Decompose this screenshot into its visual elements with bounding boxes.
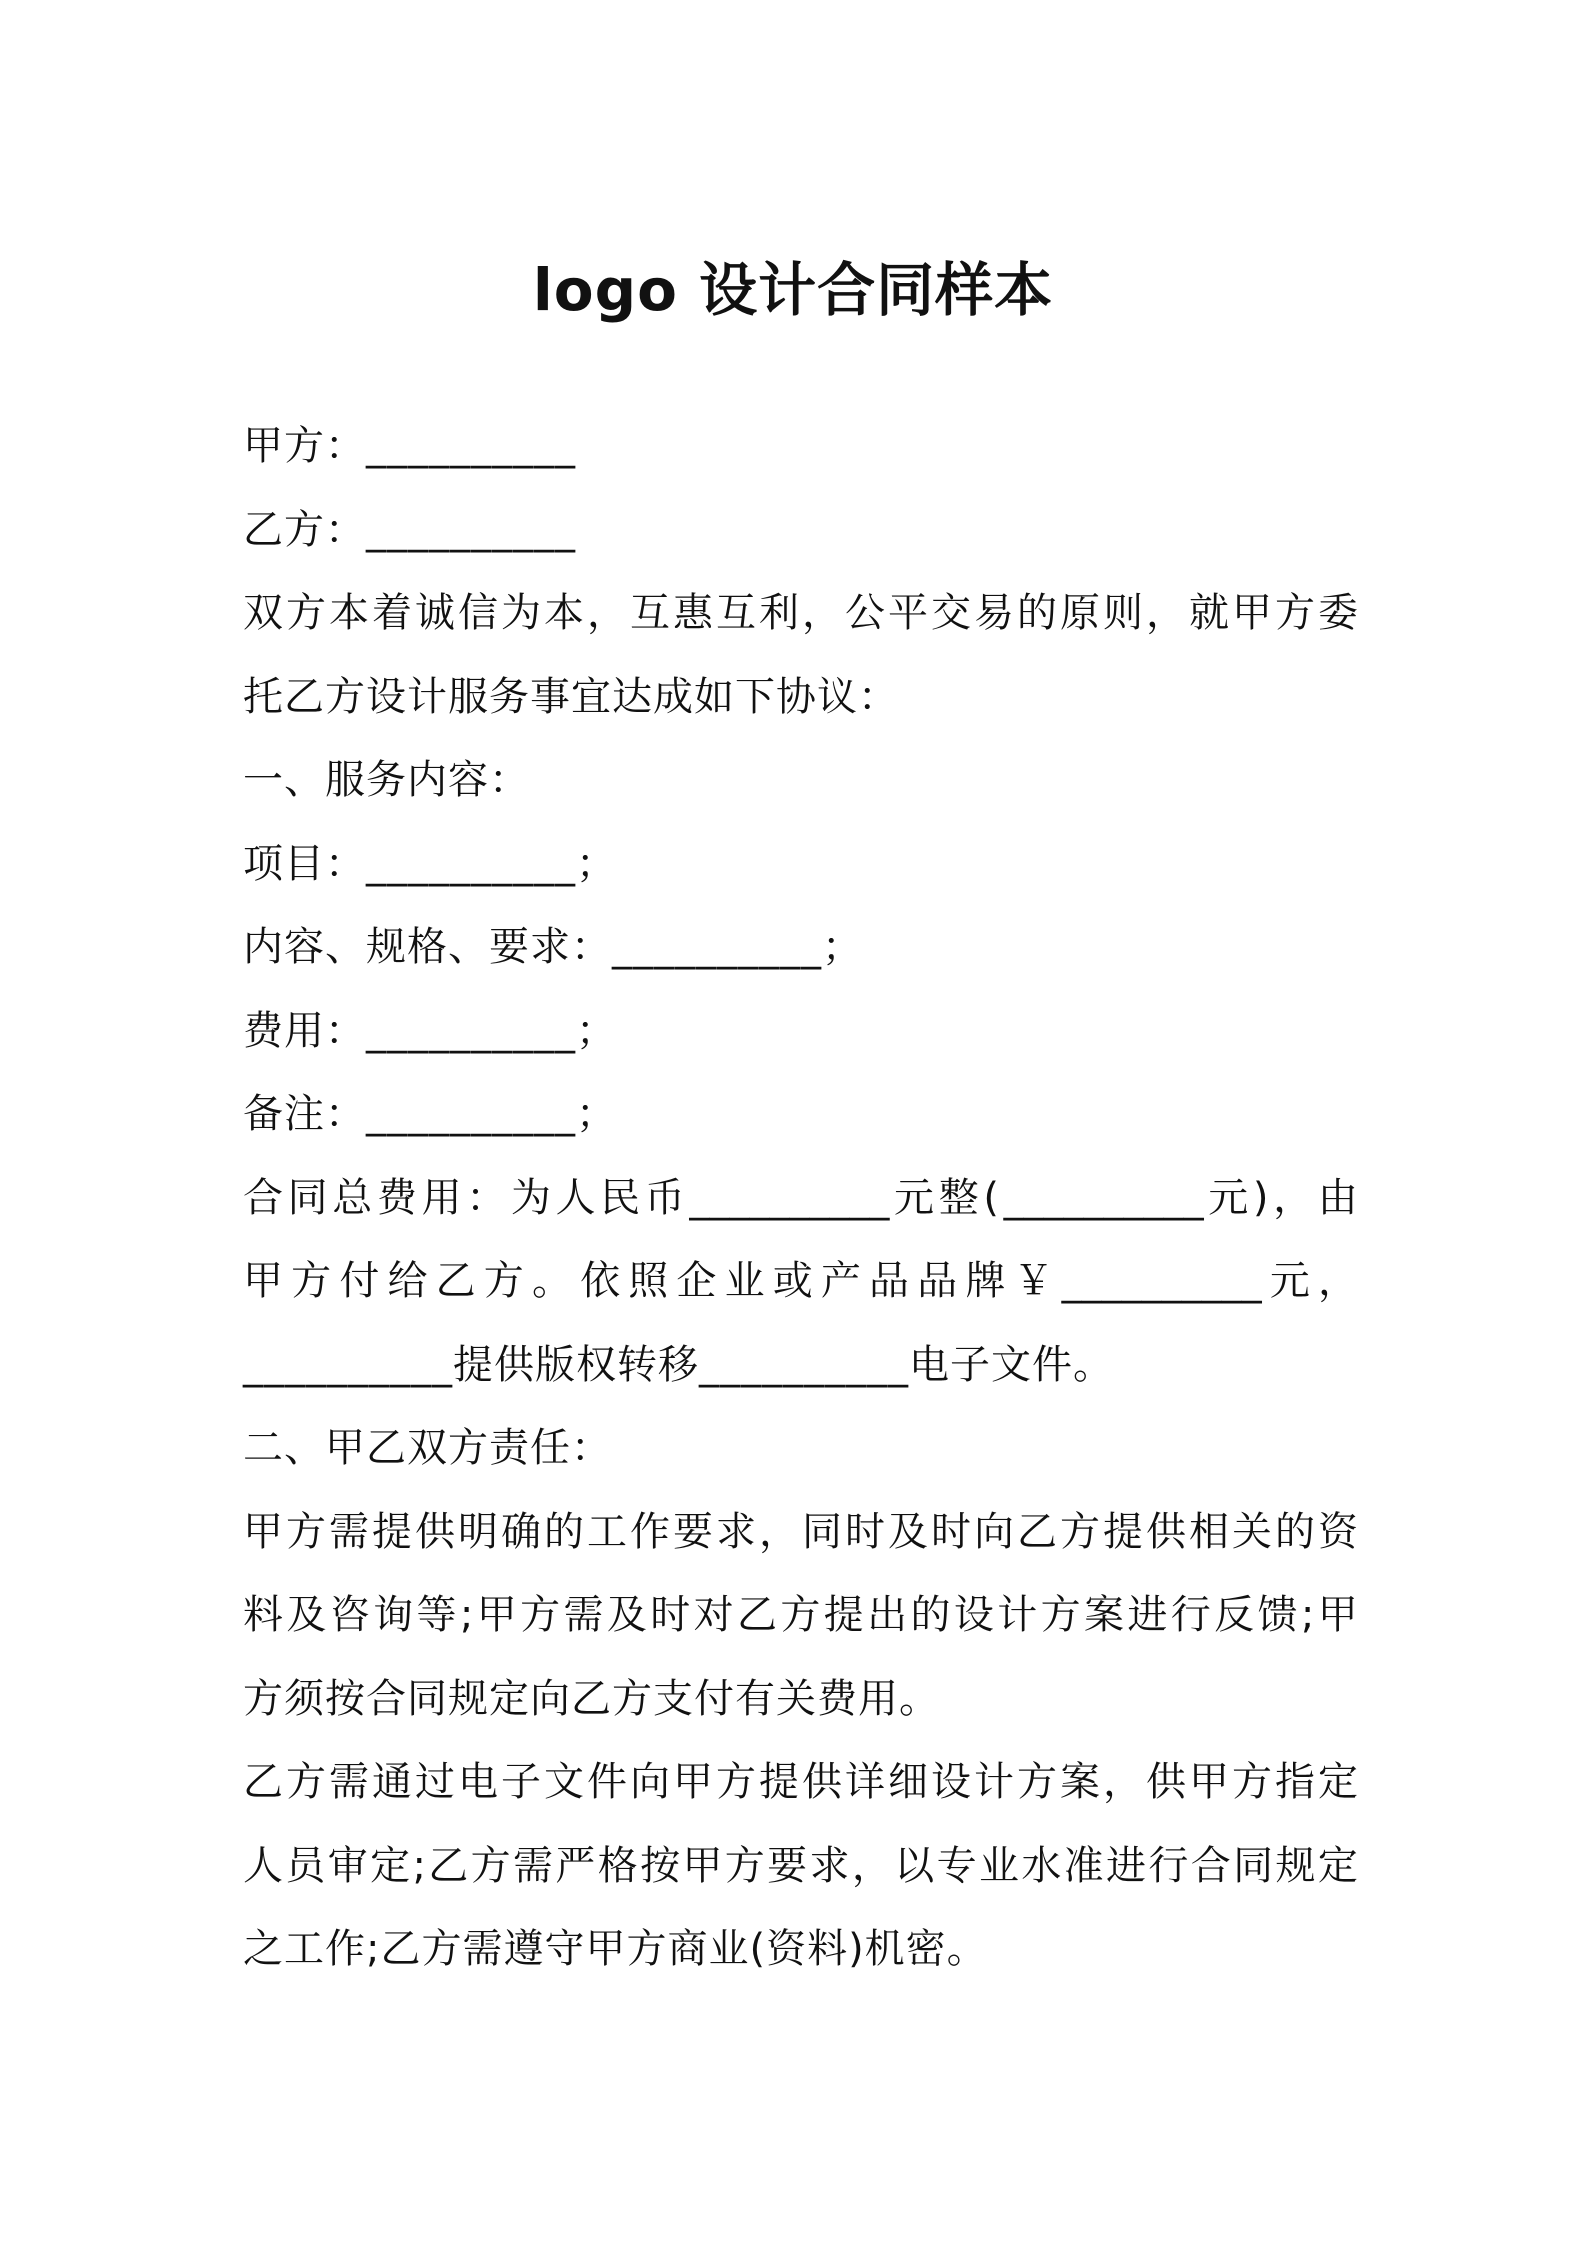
text-run: 供: [1146, 1508, 1186, 1555]
text-run: 方: [286, 1508, 326, 1555]
text-run: 易: [974, 590, 1014, 636]
text-run: 及: [286, 1592, 327, 1638]
text-run: 馈: [1257, 1592, 1298, 1638]
text-run: 乙: [736, 1592, 777, 1638]
party-b-duty-line-1: [243, 1741, 1358, 1825]
text-run: 行: [1170, 1592, 1211, 1638]
text-run: 计: [997, 1592, 1038, 1638]
text-run: 方: [470, 1842, 511, 1889]
text-run: 供: [802, 1759, 842, 1805]
text-run: 作: [630, 1508, 670, 1555]
text-run: 方: [291, 1258, 332, 1304]
text-run: 甲: [682, 1842, 723, 1889]
text-run: 方: [286, 590, 326, 636]
text-run: 品: [869, 1258, 910, 1304]
text-run: 提: [372, 1508, 412, 1555]
text-run: 设: [953, 1592, 994, 1638]
text-run: 利: [759, 590, 799, 636]
text-run: ，: [759, 1508, 799, 1555]
total-fee-line-2: [243, 1240, 1358, 1324]
preamble-line-1: [243, 572, 1358, 656]
text-run: __________: [689, 1174, 890, 1221]
text-run: 互: [716, 590, 756, 636]
text-run: 供: [415, 1508, 455, 1555]
text-run: 方: [286, 1759, 326, 1805]
text-run: ;: [459, 1592, 474, 1638]
text-run: 料: [243, 1592, 283, 1638]
document-body: [243, 405, 1358, 1992]
item-remark-line: 备注：__________；: [243, 1091, 617, 1137]
text-run: 惠: [673, 590, 713, 636]
text-run: 。: [531, 1258, 572, 1304]
text-run: 以: [894, 1842, 935, 1889]
text-run: 审: [327, 1842, 368, 1889]
text-run: 民: [600, 1174, 641, 1221]
text-run: 产: [820, 1258, 861, 1304]
text-run: 的: [1275, 1508, 1315, 1555]
text-run: 方: [780, 1592, 821, 1638]
text-run: 整: [938, 1174, 979, 1221]
text-run: 乙: [243, 1759, 283, 1805]
text-run: 平: [888, 590, 928, 636]
text-run: 定: [1318, 1759, 1358, 1805]
text-run: 品: [917, 1258, 958, 1304]
text-run: 甲: [1189, 1759, 1229, 1805]
text-run: 的: [910, 1592, 951, 1638]
text-run: 进: [1127, 1592, 1168, 1638]
text-run: ，: [802, 590, 842, 636]
party-a-line: 甲方：__________: [243, 423, 576, 469]
text-run: 对: [693, 1592, 734, 1638]
text-run: 由: [1317, 1174, 1358, 1221]
text-run: 定: [370, 1842, 411, 1889]
text-run: ;: [412, 1842, 426, 1889]
document-title: logo 设计合同样本: [532, 256, 1054, 324]
text-run: 原: [1060, 590, 1100, 636]
text-run: 方: [724, 1842, 765, 1889]
text-run: 设: [931, 1759, 971, 1805]
text-run: 合: [243, 1174, 283, 1221]
text-run: 同: [1233, 1842, 1274, 1889]
text-run: (: [983, 1174, 999, 1221]
text-run: 人: [555, 1174, 596, 1221]
item-project-line: 项目：__________；: [243, 840, 617, 887]
text-run: ：: [466, 1174, 507, 1221]
party-a-duty-line-1: [243, 1491, 1358, 1575]
text-run: 规: [1275, 1842, 1316, 1889]
text-run: 专: [936, 1842, 977, 1889]
party-b-line: 乙方：__________: [243, 506, 576, 553]
text-run: 或: [772, 1258, 813, 1304]
text-run: 时: [845, 1508, 885, 1555]
section-2-heading: 二、甲乙双方责任：: [243, 1425, 612, 1471]
text-run: 方: [1232, 1759, 1272, 1805]
text-run: 行: [1148, 1842, 1189, 1889]
text-run: 费: [376, 1174, 417, 1221]
text-run: 需: [329, 1508, 369, 1555]
text-run: 为: [501, 590, 541, 636]
text-run: 过: [415, 1759, 455, 1805]
text-run: 元: [1269, 1258, 1310, 1304]
text-run: 诚: [415, 590, 455, 636]
text-run: 乙: [428, 1842, 469, 1889]
text-run: 案: [1060, 1759, 1100, 1805]
text-run: 甲: [673, 1759, 713, 1805]
text-run: 依: [580, 1258, 621, 1304]
text-run: 计: [974, 1759, 1014, 1805]
text-run: 方: [1275, 590, 1315, 636]
text-run: 咨: [329, 1592, 370, 1638]
text-run: 交: [931, 590, 971, 636]
text-run: 则: [1103, 590, 1143, 636]
text-run: 反: [1214, 1592, 1255, 1638]
text-run: 企: [676, 1258, 717, 1304]
text-run: 用: [421, 1174, 462, 1221]
text-run: 提: [823, 1592, 864, 1638]
text-run: 本: [544, 590, 584, 636]
text-run: 业: [724, 1258, 765, 1304]
text-run: 详: [845, 1759, 885, 1805]
text-run: 提: [759, 1759, 799, 1805]
text-run: 电: [458, 1759, 498, 1805]
party-a-duty-line-2: [243, 1574, 1358, 1658]
text-run: 进: [1106, 1842, 1147, 1889]
text-run: 通: [372, 1759, 412, 1805]
text-run: 乙: [435, 1258, 476, 1304]
text-run: ，: [1146, 590, 1186, 636]
text-run: 询: [373, 1592, 414, 1638]
text-run: 的: [1017, 590, 1057, 636]
text-run: 照: [628, 1258, 669, 1304]
text-run: 员: [285, 1842, 326, 1889]
text-run: 明: [458, 1508, 498, 1555]
text-run: 人: [243, 1842, 283, 1889]
text-run: 互: [630, 590, 670, 636]
text-run: 元: [894, 1174, 935, 1221]
text-run: 细: [888, 1759, 928, 1805]
text-run: 方: [1060, 1508, 1100, 1555]
text-run: ，: [1317, 1258, 1358, 1304]
text-run: 件: [587, 1759, 627, 1805]
text-run: 时: [931, 1508, 971, 1555]
text-run: 定: [1317, 1842, 1358, 1889]
text-run: 业: [978, 1842, 1019, 1889]
text-run: 向: [630, 1759, 670, 1805]
text-run: ，: [587, 590, 627, 636]
text-run: 需: [329, 1759, 369, 1805]
text-run: 同: [287, 1174, 328, 1221]
text-run: 指: [1275, 1759, 1315, 1805]
text-run: 甲: [1232, 590, 1272, 636]
text-run: __________: [1061, 1258, 1262, 1304]
text-run: __________: [1003, 1174, 1204, 1221]
item-fee-line: 费用：__________；: [243, 1007, 617, 1054]
text-run: 关: [1232, 1508, 1272, 1555]
text-run: 双: [243, 590, 283, 636]
text-run: 及: [888, 1508, 928, 1555]
party-a-duty-line-3: 方须按合同规定向乙方支付有关费用。: [243, 1675, 940, 1722]
text-run: 元: [1208, 1174, 1249, 1221]
text-run: 总: [332, 1174, 373, 1221]
text-run: 信: [458, 590, 498, 636]
text-run: 本: [329, 590, 369, 636]
text-run: 等: [416, 1592, 457, 1638]
text-run: 公: [845, 590, 885, 636]
text-run: 委: [1318, 590, 1358, 636]
text-run: 出: [867, 1592, 908, 1638]
party-b-duty-line-3: 之工作;乙方需遵守甲方商业(资料)机密。: [243, 1926, 988, 1972]
text-run: 给: [387, 1258, 428, 1304]
text-run: 付: [339, 1258, 380, 1304]
text-run: 严: [555, 1842, 596, 1889]
text-run: 提: [1103, 1508, 1143, 1555]
preamble-line-2: 托乙方设计服务事宜达成如下协议：: [243, 673, 899, 720]
text-run: 求: [716, 1508, 756, 1555]
text-run: 准: [1063, 1842, 1104, 1889]
text-run: 按: [640, 1842, 681, 1889]
party-b-duty-line-2: [243, 1825, 1358, 1909]
text-run: 相: [1189, 1508, 1229, 1555]
text-run: 的: [544, 1508, 584, 1555]
text-run: 甲: [243, 1258, 283, 1304]
text-run: 子: [501, 1759, 541, 1805]
text-run: 需: [513, 1842, 553, 1889]
text-run: 资: [1318, 1508, 1358, 1555]
text-run: 方: [520, 1592, 561, 1638]
text-run: 合: [1190, 1842, 1231, 1889]
text-run: ，: [1273, 1174, 1314, 1221]
text-run: ，: [851, 1842, 892, 1889]
total-fee-line-3: __________提供版权转移__________电子文件。: [243, 1341, 1114, 1388]
text-run: 时: [650, 1592, 691, 1638]
text-run: 求: [809, 1842, 850, 1889]
text-run: 方: [716, 1759, 756, 1805]
text-run: 文: [544, 1759, 584, 1805]
text-run: 需: [563, 1592, 604, 1638]
text-run: 水: [1021, 1842, 1062, 1889]
text-run: 工: [587, 1508, 627, 1555]
text-run: 甲: [243, 1508, 283, 1555]
text-run: 同: [802, 1508, 842, 1555]
text-run: 确: [501, 1508, 541, 1555]
text-run: 方: [1017, 1759, 1057, 1805]
text-run: 方: [483, 1258, 524, 1304]
text-run: ，: [1103, 1759, 1143, 1805]
text-run: 及: [606, 1592, 647, 1638]
text-run: ;: [1300, 1592, 1315, 1638]
text-run: 案: [1083, 1592, 1124, 1638]
text-run: 着: [372, 590, 412, 636]
text-run: 格: [597, 1842, 638, 1889]
text-run: 为: [510, 1174, 551, 1221]
text-run: 要: [673, 1508, 713, 1555]
text-run: ￥: [1013, 1258, 1054, 1304]
text-run: 牌: [965, 1258, 1006, 1304]
text-run: 向: [974, 1508, 1014, 1555]
text-run: 币: [644, 1174, 685, 1221]
total-fee-line-1: [243, 1157, 1358, 1241]
text-run: 要: [767, 1842, 808, 1889]
text-run: 供: [1146, 1759, 1186, 1805]
section-1-heading: 一、服务内容：: [243, 757, 530, 803]
text-run: 乙: [1017, 1508, 1057, 1555]
text-run: 方: [1040, 1592, 1081, 1638]
text-run: 甲: [1317, 1592, 1358, 1638]
text-run: ): [1252, 1174, 1269, 1221]
text-run: 甲: [476, 1592, 517, 1638]
text-run: 就: [1189, 590, 1229, 636]
item-spec-line: 内容、规格、要求：__________；: [243, 924, 863, 970]
